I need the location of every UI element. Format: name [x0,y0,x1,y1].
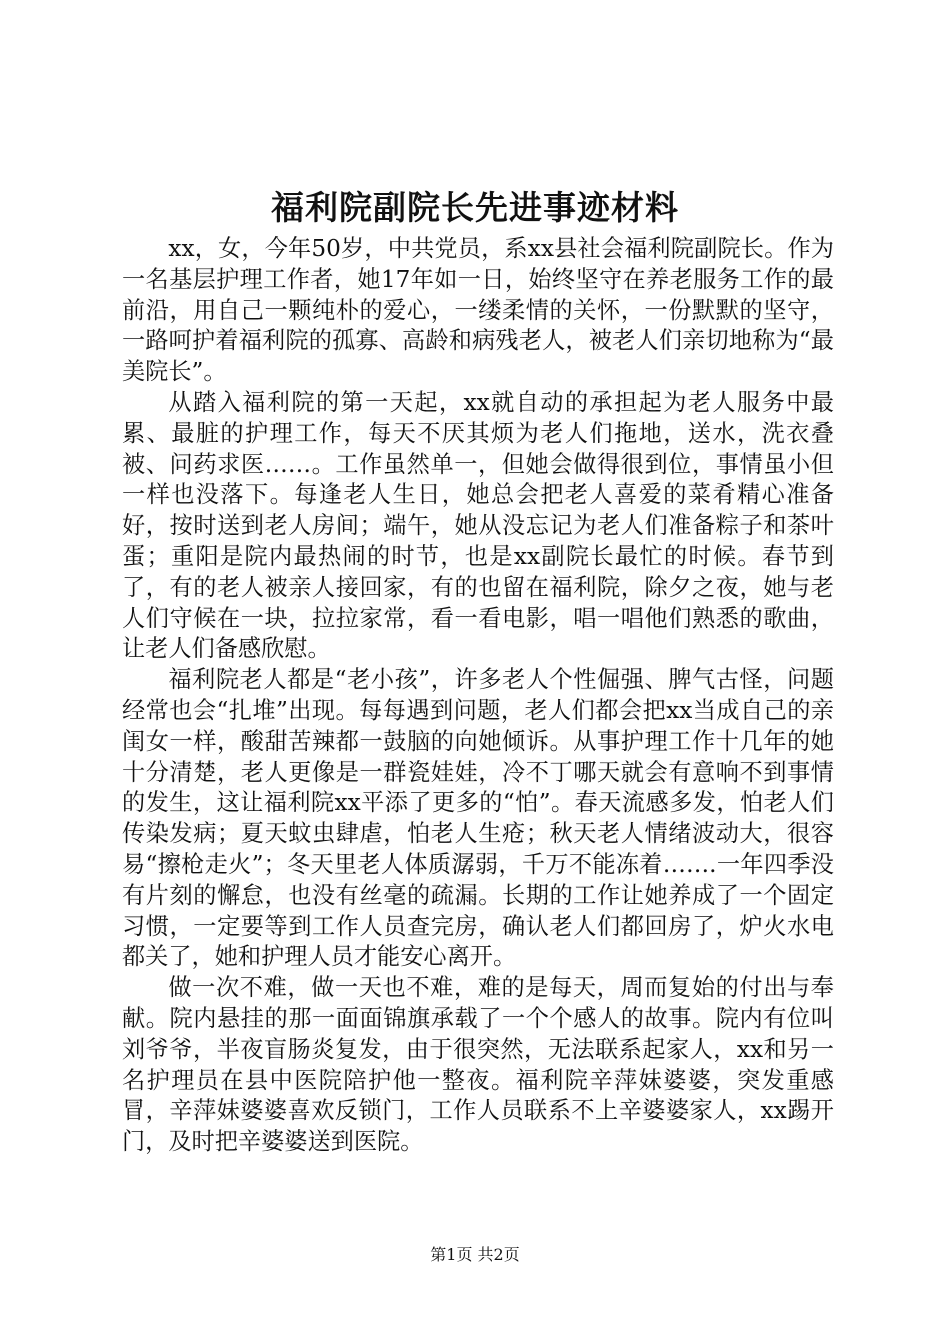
page-number-footer: 第1页 共2页 [430,1245,520,1264]
paragraph-4: 做一次不难，做一天也不难，难的是每天，周而复始的付出与奉献。院内悬挂的那一面面锦旗承载了一个个感人的故事。院内有位叫刘爷爷，半夜盲肠炎复发，由于很突然，无法联系起家人，xx和另一名护理员在县中医院陪护他一整夜。福利院辛萍妹婆婆，突发重感冒，辛萍妹婆婆喜欢反锁门，工作人员联系不上辛婆婆家人，xx踢开门，及时把辛婆婆送到医院。 [122,974,834,1156]
paragraph-2: 从踏入福利院的第一天起，xx就自动的承担起为老人服务中最累、最脏的护理工作，每天不厌其烦为老人们拖地，送水，洗衣叠被、问药求医……。工作虽然单一，但她会做得很到位，事情虽小但一样也没落下。每逢老人生日，她总会把老人喜爱的菜肴精心准备好，按时送到老人房间；端午，她从没忘记为老人们准备粽子和茶叶蛋；重阳是院内最热闹的时节，也是xx副院长最忙的时候。春节到了，有的老人被亲人接回家，有的也留在福利院，除夕之夜，她与老人们守候在一块，拉拉家常，看一看电影，唱一唱他们熟悉的歌曲，让老人们备感欣慰。 [122,388,834,663]
document-body [122,234,834,1158]
paragraph-1: xx，女，今年50岁，中共党员，系xx县社会福利院副院长。作为一名基层护理工作者，她17年如一日，始终坚守在养老服务工作的最前沿，用自己一颗纯朴的爱心，一缕柔情的关怀，一份默默的坚守，一路呵护着福利院的孤寡、高龄和病残老人，被老人们亲切地称为“最美院长”。 [122,235,834,386]
document-title: 福利院副院长先进事迹材料 [271,188,679,227]
paragraph-3: 福利院老人都是“老小孩”，许多老人个性倔强、脾气古怪，问题经常也会“扎堆”出现。每每遇到问题，老人们都会把xx当成自己的亲闺女一样，酸甜苦辣都一鼓脑的向她倾诉。从事护理工作十几年的她十分清楚，老人更像是一群瓷娃娃，冷不丁哪天就会有意响不到事情的发生，这让福利院xx平添了更多的“怕”。春天流感多发，怕老人们传染发病；夏天蚊虫肆虐，怕老人生疮；秋天老人情绪波动大，很容易“擦枪走火”；冬天里老人体质潺弱，千万不能冻着…….一年四季没有片刻的懈怠，也没有丝毫的疏漏。长期的工作让她养成了一个固定习惯，一定要等到工作人员查完房，确认老人们都回房了，炉火水电都关了，她和护理人员才能安心离开。 [122,666,834,971]
